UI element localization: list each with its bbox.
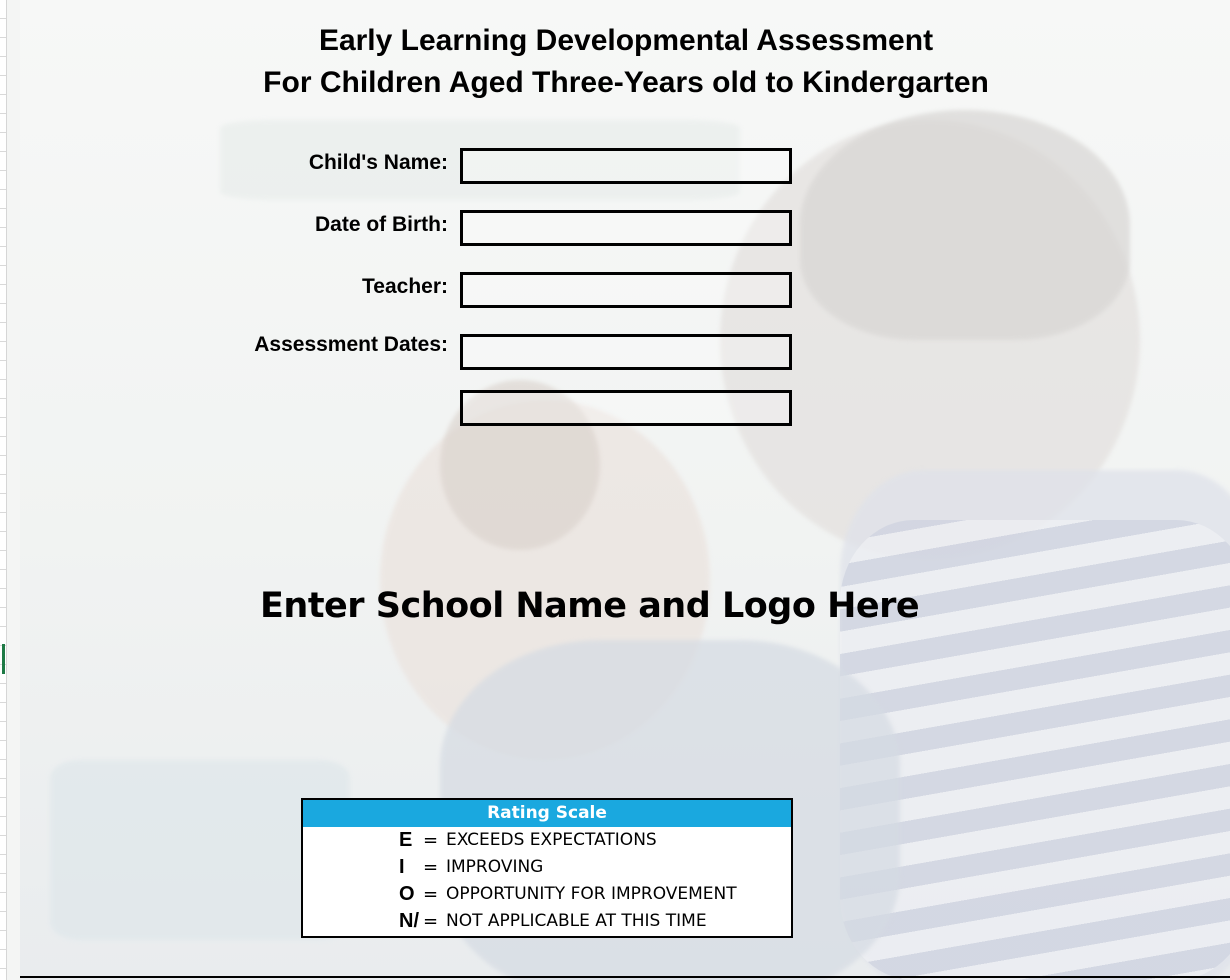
school-name-placeholder[interactable]: Enter School Name and Logo Here: [260, 586, 920, 626]
photo-shape: [800, 110, 1130, 340]
rating-equals: =: [423, 830, 439, 851]
assessment-date-field-2[interactable]: [460, 390, 792, 426]
child-name-field[interactable]: [460, 148, 792, 184]
page-title: [0, 20, 1230, 104]
rating-row: [303, 827, 791, 854]
rating-row: [303, 881, 791, 908]
teacher-label: Teacher:: [362, 275, 448, 298]
rating-row: [303, 854, 791, 881]
date-of-birth-field[interactable]: [460, 210, 792, 246]
rating-description: EXCEEDS EXPECTATIONS: [446, 830, 657, 850]
assessment-dates-label: Assessment Dates:: [254, 333, 448, 356]
rating-scale-header: Rating Scale: [303, 800, 791, 827]
rating-code: O: [399, 883, 415, 905]
active-row-marker: [2, 644, 5, 674]
title-line-2: For Children Aged Three-Years old to Kindergarten: [263, 66, 989, 99]
rating-description: OPPORTUNITY FOR IMPROVEMENT: [446, 884, 737, 904]
date-of-birth-label: Date of Birth:: [315, 213, 448, 236]
rating-row: [303, 908, 791, 935]
child-name-label: Child's Name:: [308, 151, 448, 174]
row-header-gutter: [0, 0, 7, 980]
rating-description: IMPROVING: [446, 857, 544, 877]
rating-description: NOT APPLICABLE AT THIS TIME: [446, 911, 707, 931]
assessment-date-field-1[interactable]: [460, 334, 792, 370]
rating-equals: =: [423, 857, 439, 878]
rating-equals: =: [423, 884, 439, 905]
page-bottom-border: [20, 976, 1230, 978]
rating-code: E: [399, 829, 413, 851]
teacher-field[interactable]: [460, 272, 792, 308]
rating-code: I: [399, 856, 405, 878]
rating-equals: =: [423, 911, 439, 932]
rating-scale-table: [301, 798, 793, 938]
title-line-1: Early Learning Developmental Assessment: [318, 24, 934, 57]
rating-code: N/: [399, 910, 419, 932]
